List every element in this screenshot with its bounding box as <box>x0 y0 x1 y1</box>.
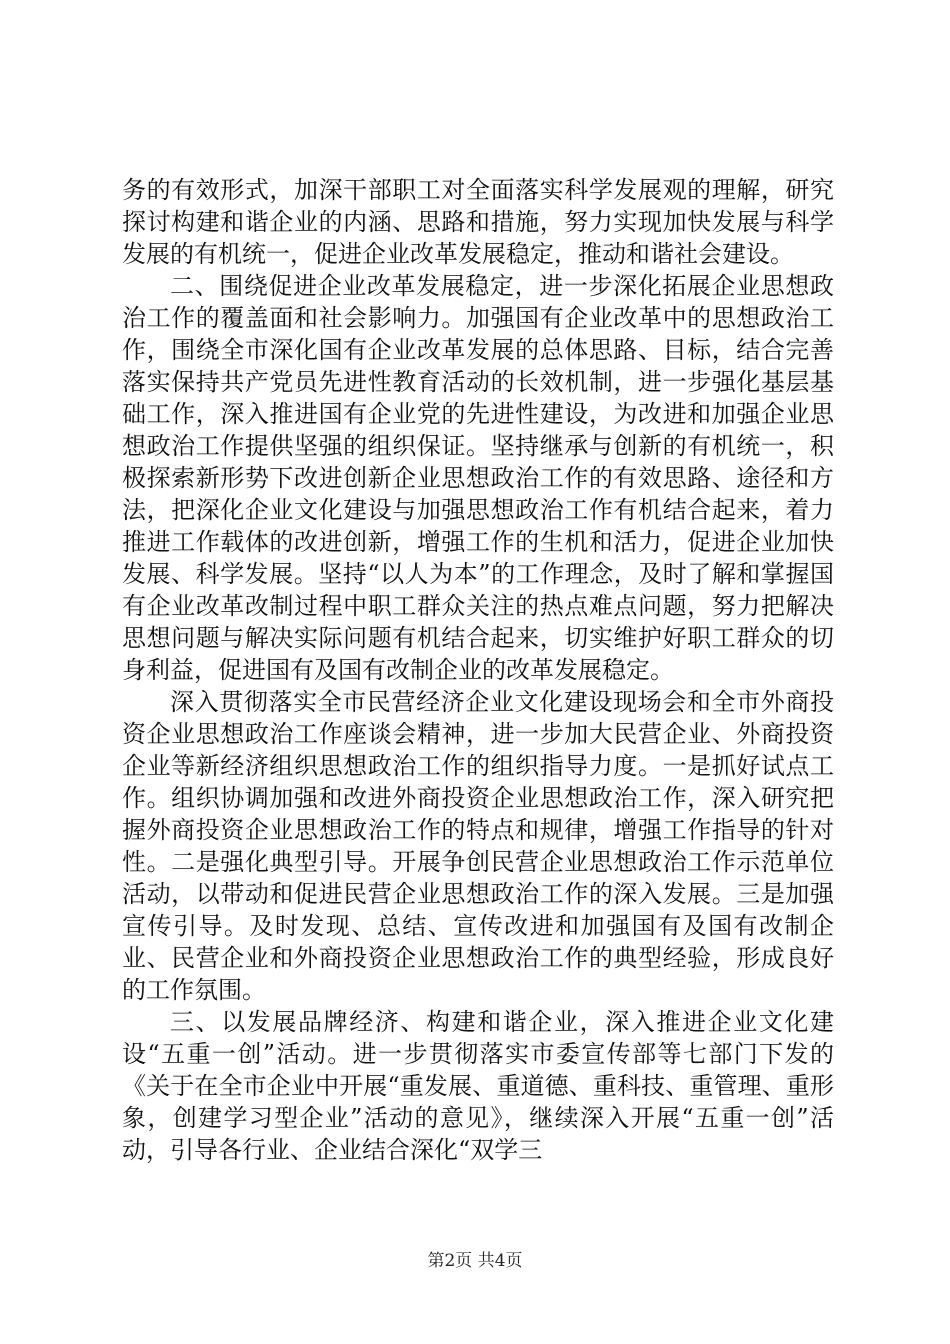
paragraph-section-two: 二、围绕促进企业改革发展稳定，进一步深化拓展企业思想政治工作的覆盖面和社会影响力。加强国有企业改革中的思想政治工作，围绕全市深化国有企业改革发展的总体思路、目标，结合完善落实保持共产党员先进性教育活动的长效机制，进一步强化基层基础工作，深入推进国有企业党的先进性建设，为改进和加强企业思想政治工作提供坚强的组织保证。坚持继承与创新的有机统一，积极探索新形势下改进创新企业思想政治工作的有效思路、途径和方法，把深化企业文化建设与加强思想政治工作有机结合起来，着力推进工作载体的改进创新，增强工作的生机和活力，促进企业加快发展、科学发展。坚持“以人为本”的工作理念，及时了解和掌握国有企业改革改制过程中职工群众关注的热点难点问题，努力把解决思想问题与解决实际问题有机结合起来，切实维护好职工群众的切身利益，促进国有及国有改制企业的改革发展稳定。 <box>122 272 834 684</box>
paragraph-continuation: 务的有效形式，加深干部职工对全面落实科学发展观的理解，研究探讨构建和谐企业的内涵、思路和措施，努力实现加快发展与科学发展的有机统一，促进企业改革发展稳定，推动和谐社会建设。 <box>122 176 834 268</box>
paragraph-private-enterprise: 深入贯彻落实全市民营经济企业文化建设现场会和全市外商投资企业思想政治工作座谈会精神，进一步加大民营企业、外商投资企业等新经济组织思想政治工作的组织指导力度。一是抓好试点工作。组织协调加强和改进外商投资企业思想政治工作，深入研究把握外商投资企业思想政治工作的特点和规律，增强工作指导的针对性。二是强化典型引导。开展争创民营企业思想政治工作示范单位活动，以带动和促进民营企业思想政治工作的深入发展。三是加强宣传引导。及时发现、总结、宣传改进和加强国有及国有改制企业、民营企业和外商投资企业思想政治工作的典型经验，形成良好的工作氛围。 <box>122 688 834 1004</box>
page-number-footer: 第2页 共4页 <box>427 1251 523 1271</box>
paragraph-section-three: 三、以发展品牌经济、构建和谐企业，深入推进企业文化建设“五重一创”活动。进一步贯彻落实市委宣传部等七部门下发的《关于在全市企业中开展“重发展、重道德、重科技、重管理、重形象，创建学习型企业”活动的意见》，继续深入开展“五重一创”活动，引导各行业、企业结合深化“双学三 <box>122 1008 834 1164</box>
document-body <box>122 174 834 1166</box>
